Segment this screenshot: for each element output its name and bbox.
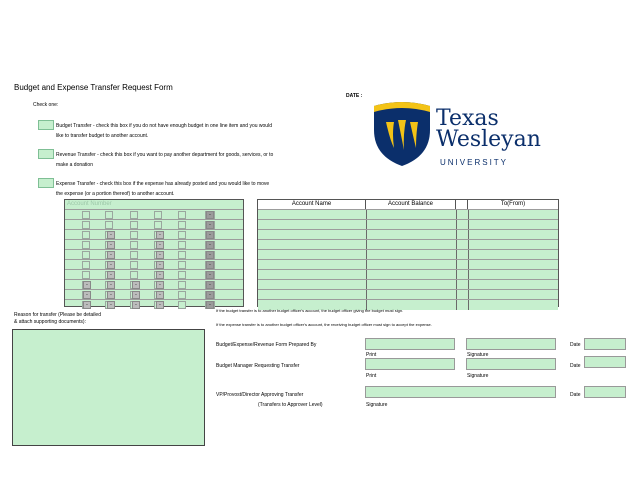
account-dash-separator: - — [107, 241, 115, 249]
prepared-by-label: Budget/Expense/Revenue Form Prepared By — [216, 342, 317, 348]
account-number-cell[interactable] — [130, 241, 138, 249]
logo-text-university: UNIVERSITY — [440, 158, 509, 167]
manager-date-field[interactable] — [584, 356, 626, 368]
account-dash-separator: - — [83, 281, 91, 289]
expense-transfer-text — [56, 179, 306, 199]
manager-print-label: Print — [366, 373, 377, 379]
account-number-cell[interactable] — [178, 301, 186, 309]
account-number-cell[interactable] — [130, 261, 138, 269]
budget-transfer-text — [56, 121, 306, 141]
reason-label-line1: Reason for transfer (Please be detailed — [14, 312, 101, 318]
revenue-transfer-line2: make a donation — [56, 162, 93, 168]
account-number-table — [64, 199, 244, 307]
account-dash-separator: - — [156, 301, 164, 309]
texas-wesleyan-shield-icon — [372, 100, 432, 168]
revenue-transfer-line1: Revenue Transfer - check this box if you want to pay another department for goods, services, or to — [56, 152, 274, 158]
header-blank — [456, 200, 468, 209]
budget-transfer-line1: Budget Transfer - check this box if you do not have enough budget in one line item and you would — [56, 123, 272, 129]
expense-transfer-line1: Expense Transfer - check this box if the expense has already posted and you would like to move — [56, 181, 270, 187]
account-number-cell[interactable] — [82, 261, 90, 269]
revenue-transfer-text — [56, 150, 306, 170]
account-number-cell[interactable] — [178, 261, 186, 269]
account-dash-separator: - — [206, 251, 214, 259]
account-dash-separator: - — [206, 291, 214, 299]
account-dash-separator: - — [107, 291, 115, 299]
manager-date-label: Date — [570, 363, 581, 369]
prepared-by-print-label: Print — [366, 352, 377, 358]
account-number-cell[interactable] — [105, 211, 113, 219]
account-number-cell[interactable] — [178, 241, 186, 249]
expense-transfer-line2: the expense (or a portion thereof) to another account. — [56, 191, 175, 197]
account-dash-separator: - — [107, 251, 115, 259]
account-dash-separator: - — [156, 271, 164, 279]
revenue-transfer-checkbox[interactable] — [38, 149, 54, 159]
account-dash-separator: - — [107, 261, 115, 269]
account-number-cell[interactable] — [178, 221, 186, 229]
prepared-by-signature-label: Signature — [467, 352, 489, 358]
account-dash-separator: - — [156, 251, 164, 259]
account-dash-separator: - — [107, 281, 115, 289]
header-account-name: Account Name — [258, 200, 366, 209]
budget-transfer-checkbox[interactable] — [38, 120, 54, 130]
header-to-from: To(From) — [500, 201, 526, 207]
account-number-cell[interactable] — [130, 211, 138, 219]
account-dash-separator: - — [206, 221, 214, 229]
column-divider — [468, 300, 469, 310]
account-number-cell[interactable] — [82, 231, 90, 239]
account-number-cell[interactable] — [154, 211, 162, 219]
account-dash-separator: - — [156, 291, 164, 299]
vp-signature-label: Signature — [366, 402, 388, 408]
account-number-cell[interactable] — [82, 221, 90, 229]
account-dash-separator: - — [107, 231, 115, 239]
header-account-balance: Account Balance — [366, 200, 456, 209]
form-title: Budget and Expense Transfer Request Form — [14, 83, 173, 92]
account-dash-separator: - — [156, 241, 164, 249]
reason-textarea[interactable] — [12, 329, 205, 446]
prepared-by-print-field[interactable] — [365, 338, 455, 350]
reason-label-line2: & attach supporting documents): — [14, 319, 86, 325]
account-number-cell[interactable] — [178, 281, 186, 289]
date-label: DATE : — [346, 93, 363, 99]
account-dash-separator: - — [206, 271, 214, 279]
account-dash-separator: - — [206, 301, 214, 309]
account-dash-separator: - — [206, 211, 214, 219]
account-number-cell[interactable] — [178, 231, 186, 239]
prepared-by-date-label: Date — [570, 342, 581, 348]
budget-transfer-line2: like to transfer budget to another account. — [56, 133, 149, 139]
account-dash-separator: - — [83, 301, 91, 309]
reason-label — [14, 312, 101, 326]
account-number-cell[interactable] — [154, 221, 162, 229]
vp-date-label: Date — [570, 392, 581, 398]
vp-signature-field[interactable] — [365, 386, 556, 398]
prepared-by-signature-field[interactable] — [466, 338, 556, 350]
account-number-cell[interactable] — [178, 271, 186, 279]
account-number-cell[interactable] — [178, 251, 186, 259]
vp-label: VP/Provost/Director Approving Transfer — [216, 392, 304, 398]
account-dash-separator: - — [206, 261, 214, 269]
manager-print-field[interactable] — [365, 358, 455, 370]
account-dash-separator: - — [132, 281, 140, 289]
account-number-header: Account Number — [67, 201, 112, 207]
account-dash-separator: - — [107, 301, 115, 309]
budget-sign-note: If the budget transfer is to another budget officer's account, the budget officer giving the budget must sign. — [216, 308, 404, 313]
vp-date-field[interactable] — [584, 386, 626, 398]
account-number-cell[interactable] — [130, 221, 138, 229]
expense-sign-note: If the expense transfer is to another budget officer's account, the receiving budget officer must sign to accept the expense. — [216, 322, 432, 327]
account-dash-separator: - — [206, 231, 214, 239]
manager-label: Budget Manager Requesting Transfer — [216, 363, 300, 369]
manager-signature-field[interactable] — [466, 358, 556, 370]
account-dash-separator: - — [156, 231, 164, 239]
account-number-cell[interactable] — [130, 251, 138, 259]
account-dash-separator: - — [156, 281, 164, 289]
account-dash-separator: - — [132, 291, 140, 299]
account-dash-separator: - — [206, 241, 214, 249]
account-details-table — [257, 199, 559, 307]
account-number-cell[interactable] — [130, 271, 138, 279]
account-dash-separator: - — [206, 281, 214, 289]
expense-transfer-checkbox[interactable] — [38, 178, 54, 188]
vp-note: (Transfers to Approver Level) — [258, 402, 323, 408]
prepared-by-date-field[interactable] — [584, 338, 626, 350]
manager-signature-label: Signature — [467, 373, 489, 379]
column-divider — [456, 300, 457, 310]
logo-text-texas: Texas — [436, 106, 499, 131]
account-number-cell[interactable] — [178, 291, 186, 299]
account-dash-separator: - — [83, 291, 91, 299]
account-number-cell[interactable] — [105, 221, 113, 229]
check-one-label: Check one: — [33, 102, 59, 108]
account-dash-separator: - — [107, 271, 115, 279]
account-number-cell[interactable] — [178, 211, 186, 219]
account-dash-separator: - — [132, 301, 140, 309]
account-number-cell[interactable] — [82, 251, 90, 259]
account-number-cell[interactable] — [82, 211, 90, 219]
account-dash-separator: - — [156, 261, 164, 269]
logo-text-wesleyan: Wesleyan — [436, 127, 541, 152]
account-number-cell[interactable] — [82, 241, 90, 249]
account-number-cell[interactable] — [130, 231, 138, 239]
account-number-cell[interactable] — [82, 271, 90, 279]
